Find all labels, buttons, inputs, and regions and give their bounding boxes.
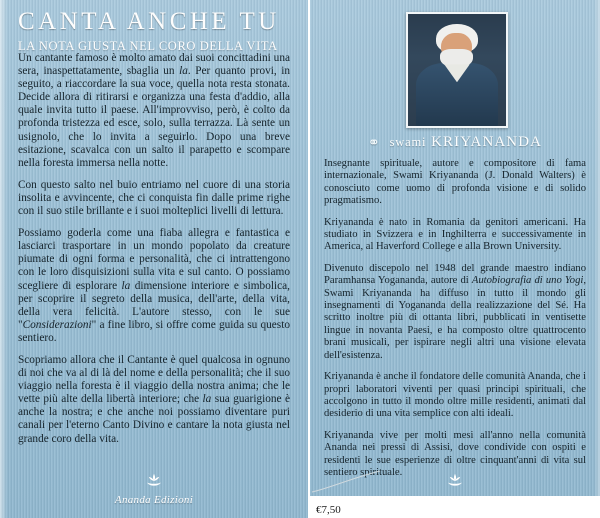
price-label: €7,50 <box>316 504 341 516</box>
price-strip <box>310 496 600 518</box>
blurb-paragraph-1: Un cantante famoso è molto amato dai suoi concittadini una sera, inaspettatamente, sbaglia un la. Per quanto provi, in seguito, a riaccordare la sua voce, quella nota resta stonata. Decide allora di ritirarsi e organizza una festa d'addio, alla quale invita tutto il paese. All'improvviso, però, è colto da profonda tristezza ed esce, solo, sulla terrazza. Là sente un usignolo, che lo invita a seguirlo. Dopo una breve esitazione, scavalca con un salto il parapetto e scompare nella foresta immersa nella notte. <box>18 52 290 169</box>
author-portrait-photo <box>406 12 508 128</box>
book-title: CANTA ANCHE TU <box>18 8 280 35</box>
bio-paragraph-2: Kriyananda è nato in Romania da genitori americani. Ha studiato in Svizzera e in Inghilterra e successivamente in America, al Haverford College e alla Brown University. <box>324 216 586 253</box>
lotus-flame-icon <box>446 473 464 489</box>
om-swirl-icon: ⚭ <box>367 135 380 151</box>
author-name <box>390 134 543 150</box>
author-name-row <box>310 133 600 151</box>
back-cover <box>310 0 600 518</box>
lotus-flame-icon <box>145 473 163 489</box>
spine-highlight <box>0 0 7 518</box>
front-cover-blurb <box>18 52 290 455</box>
author-biography <box>324 158 586 488</box>
bio-paragraph-4: Kriyananda è anche il fondatore delle comunità Ananda, che i propri laboratori viventi per quasi principi spirituali, che accolgono in tutto il mondo oltre mille residenti, animati dal desiderio di una vita semplice con alti ideali. <box>324 371 586 420</box>
book-subtitle: LA NOTA GIUSTA NEL CORO DELLA VITA <box>18 39 278 53</box>
blurb-paragraph-2: Con questo salto nel buio entriamo nel cuore di una storia insolita e avvincente, che ci conquista fin dalle prime righe con il suo stile brillante e i suoi molteplici livelli di lettura. <box>18 178 290 218</box>
bio-paragraph-3: Divenuto discepolo nel 1948 del grande maestro indiano Paramhansa Yogananda, autore di Autobiografia di uno Yogi, Swami Kriyananda ha diffuso in tutto il mondo gli insegnamenti di Yogananda della realizzazione del Sé. Ha scritto inoltre più di ottanta libri, pubblicati in ventisette lingue in novanta Paesi, e ha composto oltre quattrocento brani musicali, per ispirare negli altri una visione elevata dell'esistenza. <box>324 262 586 361</box>
bio-paragraph-5: Kriyananda vive per molti mesi all'anno nella comunità Ananda nei pressi di Assisi, dove condivide con ospiti e residenti le sue esperienze di oltre cinquant'anni di vita sul sentiero spirituale. <box>324 429 586 478</box>
back-edge-highlight <box>594 0 600 518</box>
front-publisher-imprint <box>0 473 308 508</box>
title-block <box>18 8 296 54</box>
bio-paragraph-1: Insegnante spirituale, autore e compositore di fama internazionale, Swami Kriyananda (J. Donald Walters) è conosciuto come uomo di profonda visione e di solido pragmatismo. <box>324 158 586 207</box>
blurb-paragraph-4: Scopriamo allora che il Cantante è quel qualcosa in ognuno di noi che va al di là del nome e della personalità; che il suo viaggio nella foresta è il viaggio della nostra anima; che le vette più alte della libertà interiore; che la sua guarigione è anche la nostra; e che anche noi possiamo diventare puri canali per l'eterno Canto Divino e cantare la nota giusta nel grande coro della vita. <box>18 353 290 445</box>
author-honorific: swami <box>389 135 427 149</box>
front-publisher-name: Ananda Edizioni <box>114 494 194 506</box>
author-surname: KRIYANANDA <box>431 134 543 150</box>
blurb-paragraph-3: Possiamo goderla come una fiaba allegra e fantastica e lasciarci trasportare in un mondo popolato da creature piumate di ogni forma e personalità, che ci intrattengono con le loro disquisizioni sulla vita e sul canto. O possiamo scegliere di esplorare la dimensione interiore e simbolica, per scoprire il segreto della musica, dell'arte, della vita, della vera felicità. L'autore stesso, con le sue "Considerazioni" a fine libro, si offre come guida su questo sentiero. <box>18 227 290 344</box>
